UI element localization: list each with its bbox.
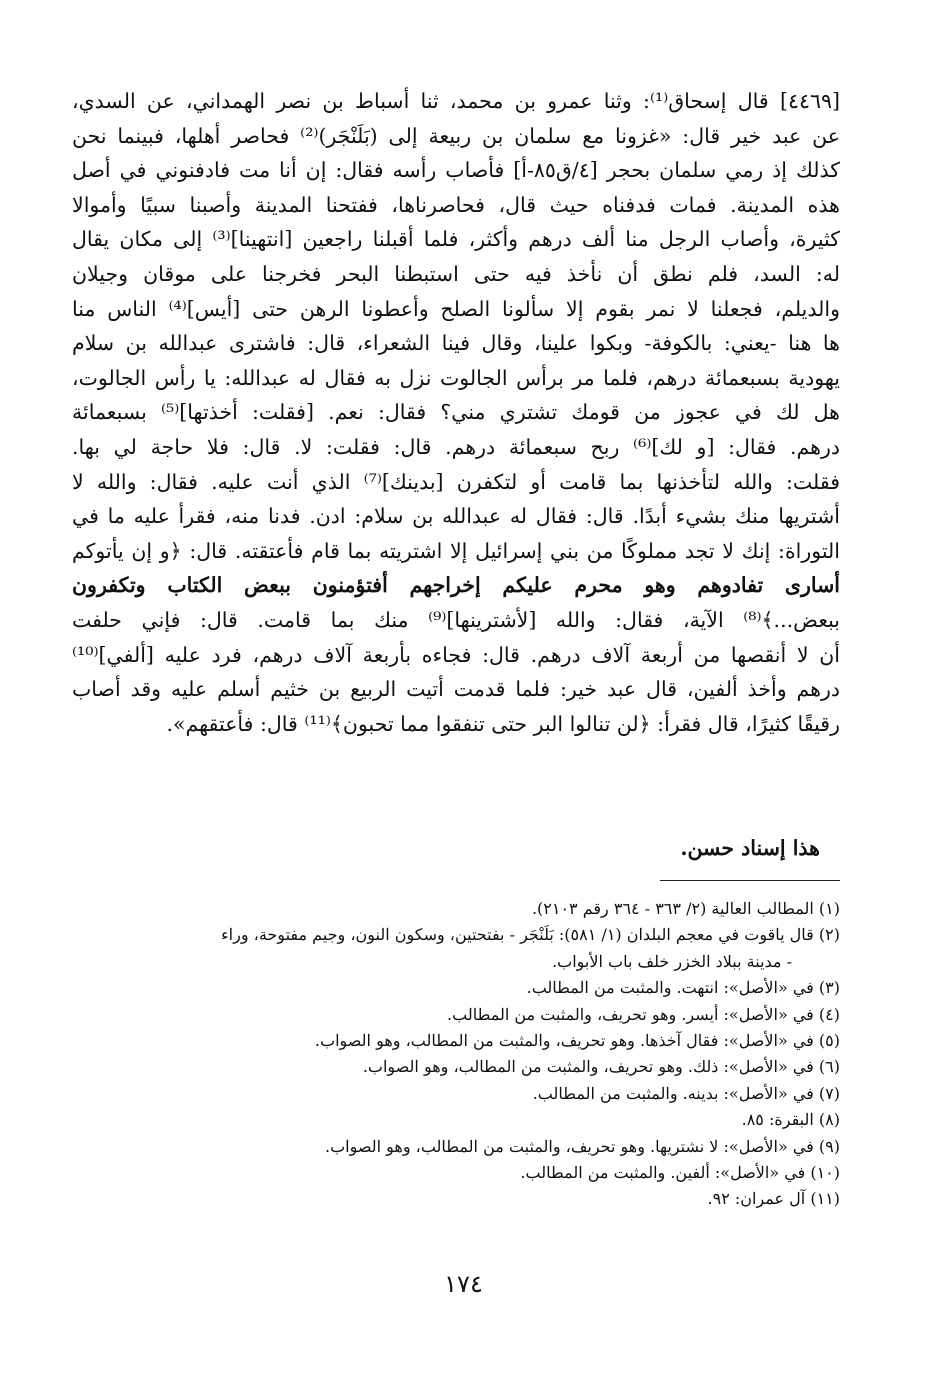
footnote: (١٠) في «الأصل»: ألفين. والمثبت من المطالب. — [520, 1162, 840, 1182]
text-line: هذه المدينة. فمات فدفناه حيث قال، فحاصرناها، ففتحنا المدينة وأصبنا سبيًا وأموالا — [72, 192, 840, 217]
footnote: (٧) في «الأصل»: بدينه. والمثبت من المطالب. — [532, 1083, 840, 1103]
text-line: كذلك إذ رمي سلمان بحجر [٤/ق٨٥-أ] فأصاب رأسه فقال: إن أنا مت فادفنوني في أصل — [72, 158, 840, 183]
text-line: هل لك في عجوز من قومك تشتري مني؟ فقال: نعم. [فقلت: أخذتها]⁽⁵⁾ بسبعمائة — [72, 400, 840, 425]
text-line: فقلت: والله لتأخذنها بما قامت أو لتكفرن [بدينك]⁽⁷⁾ الذي أنت عليه. فقال: والله لا — [72, 469, 840, 494]
text-line: يهودية بسبعمائة درهم، فلما مر برأس الجالوت نزل به فقال له عبدالله: يا رأس الجالوت، — [72, 365, 840, 390]
footnote: (٢) قال ياقوت في معجم البلدان (١/ ٥٨١): بَلَنْجَر - بفتحتين، وسكون النون، وجيم مفتوحة، وراء — [221, 925, 840, 945]
footnote: (٤) في «الأصل»: أيسر. وهو تحريف، والمثبت من المطالب. — [447, 1004, 840, 1024]
main-text — [72, 84, 840, 741]
text-line: درهم. فقال: [و لك]⁽⁶⁾ ربح سبعمائة درهم. قال: فقلت: لا. قال: فلا حاجة لي بها. — [72, 434, 840, 459]
text-line: أشتريها منك بشيء أبدًا. قال: فقال له عبدالله بن سلام: ادن. فدنا منه، فقرأ عليه ما في — [72, 504, 840, 529]
text-line: أن لا أنقصها من أربعة آلاف درهم. قال: فجاءه بأربعة آلاف درهم، فرد عليه [ألفي]⁽¹⁰⁾ — [72, 642, 840, 667]
text-line: ببعض...﴾⁽⁸⁾ الآية، فقال: والله [لأشترينها]⁽⁹⁾ منك بما قامت. قال: فإني حلفت — [72, 607, 840, 632]
text-line: أسارى تفادوهم وهو محرم عليكم إخراجهم أفتؤمنون ببعض الكتاب وتكفرون — [72, 573, 840, 598]
footnote: (١١) آل عمران: ٩٢. — [707, 1189, 840, 1209]
footnotes — [60, 896, 840, 1213]
footnote: (٨) البقرة: ٨٥. — [741, 1110, 840, 1130]
page-number: ١٧٤ — [444, 1270, 483, 1298]
text-line: عن عبد خير قال: «غزونا مع سلمان بن ربيعة إلى (بَلَنْجَر)⁽²⁾ فحاصر أهلها، فبينما نحن — [72, 123, 840, 148]
footnote: (٦) في «الأصل»: ذلك. وهو تحريف، والمثبت من المطالب، وهو الصواب. — [362, 1057, 840, 1077]
footnote: (١) المطالب العالية (٢/ ٣٦٣ - ٣٦٤ رقم ٢١٠٣). — [531, 899, 840, 918]
text-line: [٤٤٦٩] قال إسحاق⁽¹⁾: وثنا عمرو بن محمد، ثنا أسباط بن نصر الهمداني، عن السدي، — [72, 89, 840, 113]
footnote: (٩) في «الأصل»: لا نشتريها. وهو تحريف، والمثبت من المطالب، وهو الصواب. — [325, 1136, 840, 1156]
text-line: رقيقًا كثيرًا، قال فقرأ: ﴿لن تنالوا البر حتى تنفقوا مما تحبون﴾⁽¹¹⁾ قال: فأعتقهم». — [166, 711, 840, 736]
text-line: التوراة: إنك لا تجد مملوكًا من بني إسرائيل إلا اشتريته بما قام فأعتقته. قال: ﴿و إن يأتوكم — [72, 538, 840, 563]
footnote-divider — [660, 880, 840, 881]
footnote: (٣) في «الأصل»: انتهت. والمثبت من المطالب. — [526, 978, 840, 998]
text-line: كثيرة، وأصاب الرجل منا ألف درهم وأكثر، فلما أقبلنا راجعين [انتهينا]⁽³⁾ إلى مكان يقال — [72, 227, 840, 252]
text-line: درهم وأخذ ألفين، قال عبد خير: فلما قدمت أتيت الربيع بن خثيم أسلم عليه وقد أصاب — [72, 677, 840, 702]
isnad-verdict: هذا إسناد حسن. — [680, 836, 820, 860]
text-line: والديلم، فجعلنا لا نمر بقوم إلا سألونا الصلح وأعطونا الرهن حتى [أيس]⁽⁴⁾ الناس منا — [72, 296, 840, 321]
footnote-continuation: - مدينة ببلاد الخزر خلف باب الأبواب. — [552, 951, 792, 971]
text-line: ها هنا -يعني: بالكوفة- وبكوا علينا، وقال فينا الشعراء، قال: فاشترى عبدالله بن سلام — [72, 331, 840, 356]
footnote: (٥) في «الأصل»: فقال آخذها. وهو تحريف، والمثبت من المطالب، وهو الصواب. — [314, 1030, 840, 1050]
text-line: له: السد، فلم نطق أن نأخذ فيه حتى استبطنا البحر فخرجنا على موقان وجيلان — [72, 261, 840, 286]
